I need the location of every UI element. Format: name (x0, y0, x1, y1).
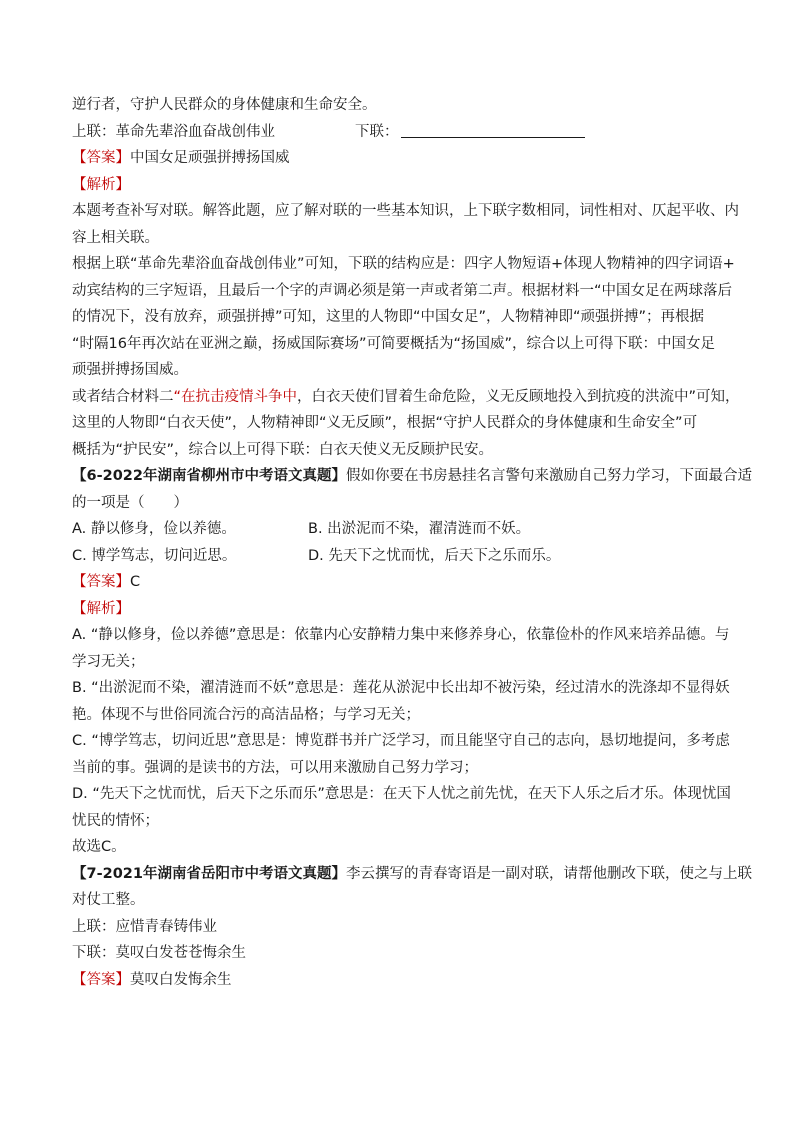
answer-line (72, 569, 732, 596)
analysis-line: D. “先天下之忧而忧，后天下之乐而乐”意思是：在天下人忧之前先忧，在天下人乐之后才乐。体现忧国 (72, 786, 731, 802)
analysis-line: 根据上联“革命先辈浴血奋战创伟业”可知，下联的结构应是：四字人物短语+体现人物精神的四字词语+ (72, 256, 735, 272)
lower-couplet-label: 下联： (355, 123, 399, 140)
answer-text: 莫叹白发悔余生 (130, 971, 232, 988)
analysis-line: 忧民的情怀； (72, 812, 159, 829)
answer-line (72, 145, 732, 172)
paragraph-line: 逆行者，守护人民群众的身体健康和生命安全。 (72, 97, 377, 113)
answer-tag: 【答案】 (72, 150, 130, 166)
question-7-line: 对仗工整。 (72, 892, 145, 908)
option-c: C. 博学笃志，切问近思。 (72, 547, 237, 564)
analysis-line: 动宾结构的三字短语，且最后一个字的声调必须是第一声或者第二声。根据材料一“中国女足在两球落后 (72, 282, 733, 299)
answer-text: 中国女足顽强拼搏扬国威 (130, 150, 290, 166)
analysis-line: 容上相关联。 (72, 229, 159, 246)
answer-blank (401, 121, 585, 138)
document-content (72, 92, 752, 993)
upper-couplet: 上联：革命先辈浴血奋战创伟业 (72, 123, 275, 140)
analysis-line: “时隔16年再次站在亚洲之巅，扬威国际赛场”可简要概括为“扬国威”，综合以上可得下联：中国女足 (72, 335, 715, 352)
option-d: D. 先天下之忧而忧，后天下之乐而乐。 (308, 547, 561, 564)
option-a: A. 静以修身，俭以养德。 (72, 521, 236, 537)
options-row (72, 516, 732, 543)
analysis-line: B. “出淤泥而不染，濯清涟而不妖”意思是：莲花从淤泥中长出却不被污染，经过清水的洗涤却不显得妖 (72, 680, 730, 696)
question-6-line: 的一项是（ ） (72, 494, 188, 511)
lower-couplet: 下联：莫叹白发苍苍悔余生 (72, 945, 246, 961)
analysis-line: 顽强拼搏扬国威。 (72, 362, 188, 378)
question-6-text: 假如你要在书房悬挂名言警句来激励自己努力学习，下面最合适 (345, 468, 752, 484)
analysis-line: 艳。体现不与世俗同流合污的高洁品格；与学习无关； (72, 706, 420, 723)
analysis-line: 学习无关； (72, 653, 145, 670)
upper-couplet: 上联：应惜青春铸伟业 (72, 918, 217, 935)
analysis-line: 当前的事。强调的是读书的方法，可以用来激励自己努力学习； (72, 759, 478, 776)
couplet-line (72, 119, 732, 146)
question-6-tag: 【6-2022年湖南省柳州市中考语文真题】 (72, 468, 346, 484)
analysis-line: A. “静以修身，俭以养德”意思是：依靠内心安静精力集中来修养身心，依靠俭朴的作风来培养品德。与 (72, 627, 730, 643)
analysis-tag: 【解析】 (72, 176, 130, 193)
analysis-tag-line (72, 596, 732, 623)
analysis-line: 本题考查补写对联。解答此题，应了解对联的一些基本知识，上下联字数相同，词性相对、仄起平收、内 (72, 203, 739, 219)
analysis-text: 或者结合材料二 (72, 388, 174, 405)
analysis-line: 的情况下，没有放弃，顽强拼搏”可知，这里的人物即“中国女足”，人物精神即“顽强拼搏”；再根据 (72, 309, 705, 325)
analysis-line: 概括为“护民安”，综合以上可得下联：白衣天使义无反顾护民安。 (72, 441, 494, 458)
analysis-line (72, 384, 740, 411)
analysis-line: C. “博学笃志，切问近思”意思是：博览群书并广泛学习，而且能坚守自己的志向，恳切地提问，多考虑 (72, 733, 730, 749)
analysis-text: ，白衣天使们冒着生命危险，义无反顾地投入到抗疫的洪流中”可知， (297, 388, 740, 405)
options-row (72, 543, 732, 570)
option-b: B. 出淤泥而不染，濯清涟而不妖。 (308, 521, 531, 537)
analysis-line: 故选C。 (72, 839, 126, 855)
answer-text: C (130, 574, 141, 590)
analysis-tag: 【解析】 (72, 600, 130, 617)
analysis-tag-line (72, 172, 732, 199)
highlighted-quote: “在抗击疫情斗争中 (173, 388, 298, 405)
question-7-text: 李云撰写的青春寄语是一副对联，请帮他删改下联，使之与上联 (345, 865, 752, 882)
answer-line (72, 967, 732, 994)
question-7-tag: 【7-2021年湖南省岳阳市中考语文真题】 (72, 865, 346, 882)
answer-tag: 【答案】 (72, 574, 130, 590)
question-7-line (72, 861, 752, 888)
question-6-line (72, 463, 752, 490)
answer-tag: 【答案】 (72, 971, 130, 988)
analysis-line: 这里的人物即“白衣天使”，人物精神即“义无反顾”，根据“守护人民群众的身体健康和生命安全”可 (72, 415, 698, 431)
